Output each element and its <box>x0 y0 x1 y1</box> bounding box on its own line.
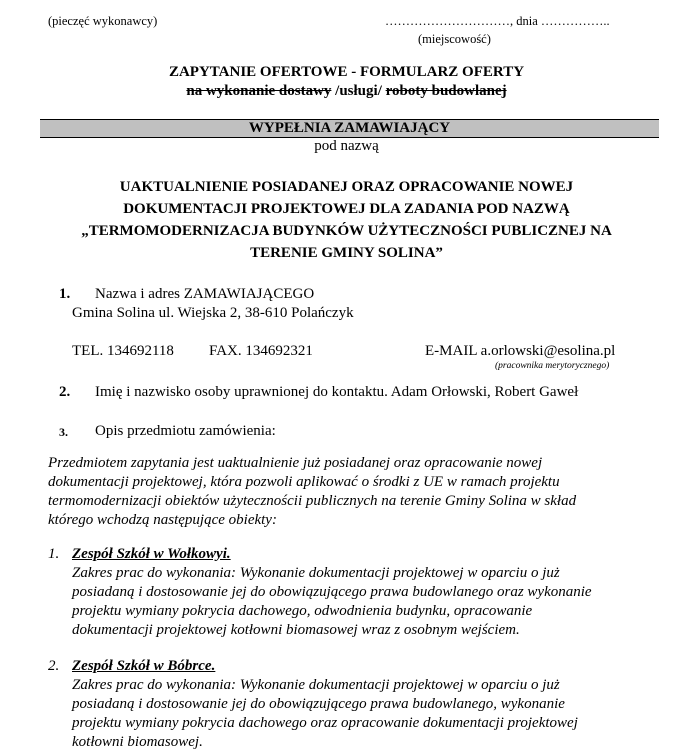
object-1-line-4: dokumentacji projektowej kotłowni biomasowej wraz z osobnym wejściem. <box>72 622 520 638</box>
object-1-line-2: posiadaną i dostosowanie jej do obowiązującego prawa budowlanego oraz wykonanie <box>72 584 592 600</box>
ordering-party-address: Gmina Solina ul. Wiejska 2, 38-610 Polańczyk <box>72 305 354 321</box>
email-address: E-MAIL a.orlowski@esolina.pl <box>425 343 616 359</box>
project-title-line-3: „TERMOMODERNIZACJA BUDYNKÓW UŻYTECZNOŚCI PUBLICZNEJ NA <box>81 223 612 239</box>
subtitle-strike-works: roboty budowlanej <box>385 83 507 99</box>
object-2-name: Zespół Szkół w Bóbrce. <box>72 658 216 674</box>
project-title-line-4: TERENIE GMINY SOLINA” <box>250 245 443 261</box>
section-3-number: 3. <box>59 425 68 439</box>
intro-line-3: termomodernizacji obiektów użytecznościi publicznych na terenie Gminy Solina w skład <box>48 493 577 509</box>
object-2-number: 2. <box>48 658 60 674</box>
subtitle-services: /usługi/ <box>331 83 386 99</box>
fax-number: FAX. 134692321 <box>209 343 313 359</box>
intro-line-2: dokumentacji projektowej, która pozwoli aplikować o środki z UE w ramach projektu <box>48 474 560 490</box>
section-1-number: 1. <box>59 286 71 302</box>
intro-line-4: którego wchodzą następujące obiekty: <box>48 512 277 528</box>
object-2-line-4: kotłowni biomasowej. <box>72 734 203 750</box>
object-1-name: Zespół Szkół w Wołkowyi. <box>72 546 231 562</box>
intro-line-1: Przedmiotem zapytania jest uaktualnienie już posiadanej oraz opracowanie nowej <box>48 455 543 471</box>
section-1-label: Nazwa i adres ZAMAWIAJĄCEGO <box>95 286 315 302</box>
object-1-number: 1. <box>48 546 60 562</box>
phone-number: TEL. 134692118 <box>72 343 174 359</box>
object-2-line-1: Zakres prac do wykonania: Wykonanie dokumentacji projektowej w oparciu o już <box>72 677 560 693</box>
project-title-line-1: UAKTUALNIENIE POSIADANEJ ORAZ OPRACOWANIE NOWEJ <box>119 179 574 195</box>
section-2-number: 2. <box>59 384 71 400</box>
object-2-line-3: projektu wymiany pokrycia dachowego oraz opracowanie dokumentacji projektowej <box>72 715 578 731</box>
contractor-stamp-label: (pieczęć wykonawcy) <box>48 14 158 28</box>
section-bar: WYPEŁNIA ZAMAWIAJĄCY <box>40 119 659 138</box>
form-subtitle <box>0 83 693 100</box>
project-title-line-2: DOKUMENTACJI PROJEKTOWEJ DLA ZADANIA POD NAZWĄ <box>123 201 570 217</box>
subtitle-strike-delivery: na wykonanie dostawy <box>186 83 332 99</box>
form-title: ZAPYTANIE OFERTOWE - FORMULARZ OFERTY <box>168 64 525 80</box>
date-line: …………………………, dnia …………….. <box>385 14 610 28</box>
object-2-line-2: posiadaną i dostosowanie jej do obowiązującego prawa budowlanego, wykonanie <box>72 696 565 712</box>
object-1-line-3: projektu wymiany pokrycia dachowego, odwodnienia budynku, opracowanie <box>72 603 533 619</box>
object-1-line-1: Zakres prac do wykonania: Wykonanie dokumentacji projektowej w oparciu o już <box>72 565 560 581</box>
place-label: (miejscowość) <box>418 32 491 46</box>
section-3-label: Opis przedmiotu zamówienia: <box>95 423 276 439</box>
email-note: (pracownika merytorycznego) <box>495 361 610 371</box>
under-name-label: pod nazwą <box>314 138 379 154</box>
contact-persons: Imię i nazwisko osoby uprawnionej do kontaktu. Adam Orłowski, Robert Gaweł <box>95 384 579 400</box>
